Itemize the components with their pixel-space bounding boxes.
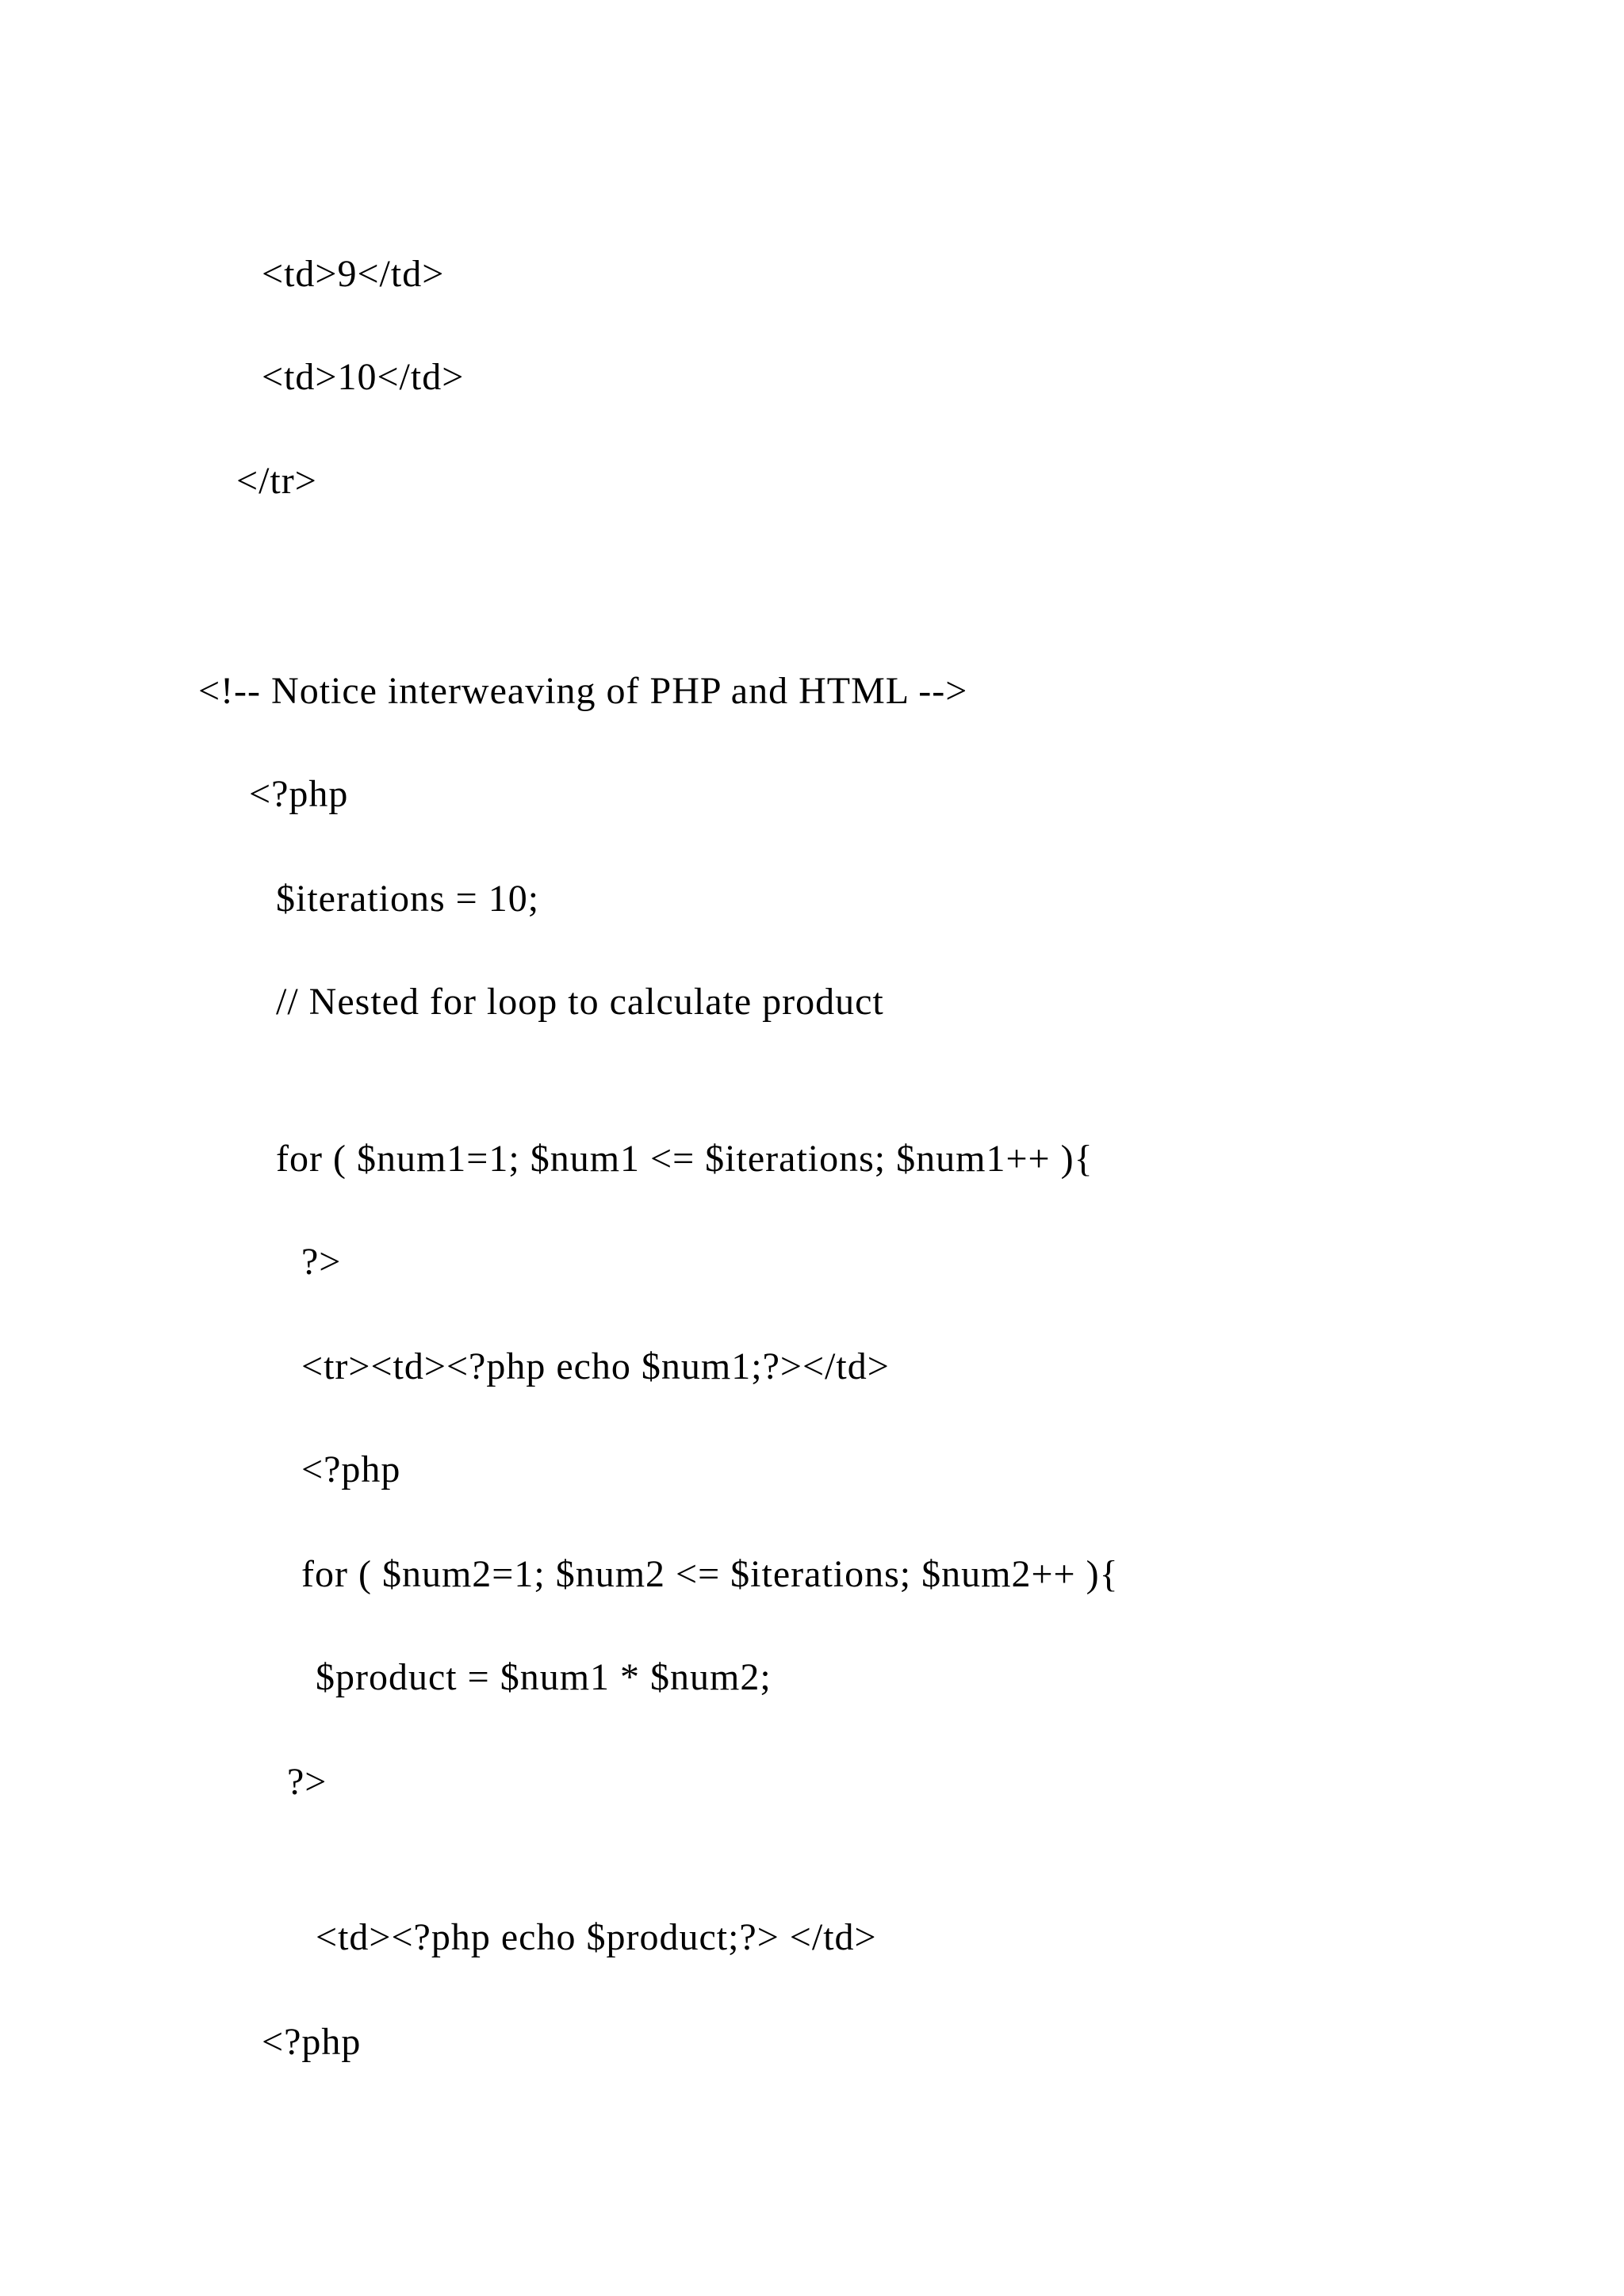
- code-line: $iterations = 10;: [276, 878, 540, 920]
- code-line: ?>: [287, 1761, 327, 1803]
- code-line: <?php: [249, 773, 349, 815]
- code-line: for ( $num1=1; $num1 <= $iterations; $num1++ ){: [276, 1138, 1094, 1180]
- code-line: for ( $num2=1; $num2 <= $iterations; $num2++ ){: [301, 1553, 1119, 1595]
- code-comment-line: // Nested for loop to calculate product: [276, 981, 884, 1023]
- code-line: ?>: [301, 1241, 342, 1283]
- html-comment-line: <!-- Notice interweaving of PHP and HTML -->: [198, 670, 968, 712]
- code-line: <?php: [262, 2021, 362, 2063]
- code-line: $product = $num1 * $num2;: [316, 1656, 772, 1698]
- code-line: <tr><td><?php echo $num1;?></td>: [301, 1345, 890, 1387]
- code-line: <td>9</td>: [262, 253, 445, 295]
- code-line: <td><?php echo $product;?> </td>: [316, 1916, 877, 1958]
- code-line: <td>10</td>: [262, 356, 465, 398]
- code-line: <?php: [301, 1448, 401, 1490]
- code-line: </tr>: [236, 460, 317, 502]
